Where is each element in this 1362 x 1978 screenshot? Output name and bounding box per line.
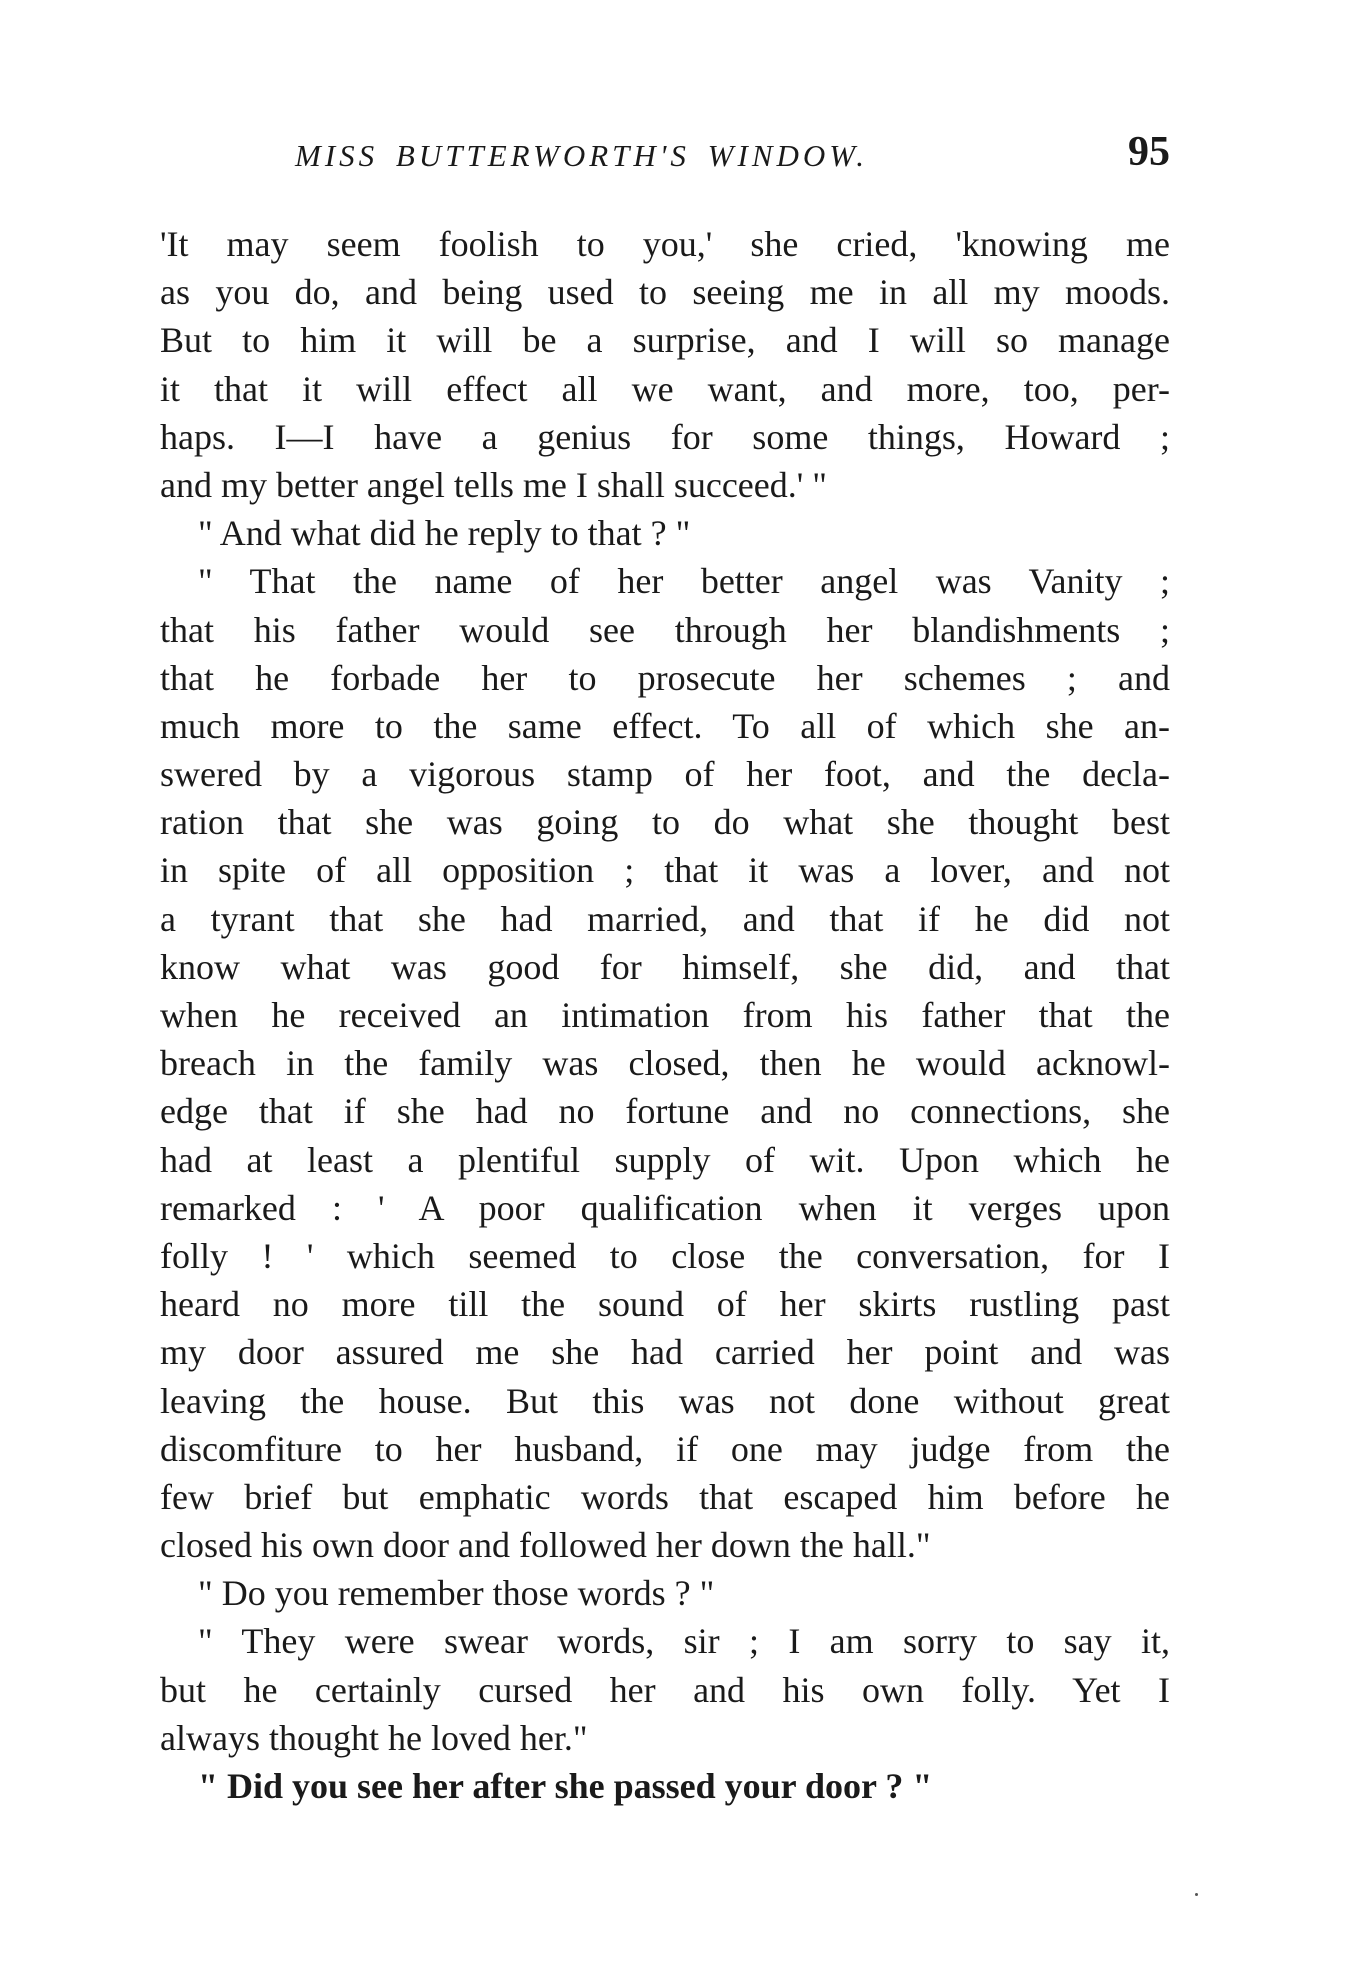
text-line: as you do, and being used to seeing me in all my moods. — [160, 272, 1170, 313]
scan-speck — [1195, 1893, 1198, 1896]
text-line: folly ! ' which seemed to close the conversation, for I — [160, 1235, 1170, 1276]
text-line: " Do you remember those words ? " — [198, 1573, 715, 1614]
text-line: a tyrant that she had married, and that if he did not — [160, 898, 1170, 939]
text-line: But to him it will be a surprise, and I will so manage — [160, 320, 1170, 361]
text-line: always thought he loved her." — [160, 1717, 588, 1758]
text-line: " And what did he reply to that ? " — [198, 513, 691, 554]
text-line: closed his own door and followed her down the hall." — [160, 1525, 931, 1566]
text-line: haps. I—I have a genius for some things, Howard ; — [160, 416, 1170, 457]
body-text — [160, 220, 1170, 1810]
text-line: that his father would see through her blandishments ; — [160, 609, 1170, 650]
text-line: when he received an intimation from his father that the — [160, 995, 1170, 1035]
text-line: ration that she was going to do what she thought best — [160, 802, 1170, 843]
text-line: few brief but emphatic words that escaped him before he — [160, 1476, 1170, 1517]
text-line: breach in the family was closed, then he would acknowl- — [160, 1043, 1170, 1084]
text-line: " They were swear words, sir ; I am sorry to say it, — [198, 1621, 1170, 1662]
text-line: 'It may seem foolish to you,' she cried, 'knowing me — [160, 224, 1170, 264]
text-line: that he forbade her to prosecute her schemes ; and — [160, 657, 1170, 698]
running-title: MISS BUTTERWORTH'S WINDOW. — [295, 138, 868, 173]
page-number: 95 — [1128, 129, 1170, 175]
text-line: in spite of all opposition ; that it was a lover, and not — [160, 850, 1170, 891]
text-line: and my better angel tells me I shall succeed.' " — [160, 464, 827, 505]
text-line: edge that if she had no fortune and no connections, she — [160, 1091, 1170, 1132]
text-line: my door assured me she had carried her point and was — [160, 1332, 1170, 1373]
text-line: it that it will effect all we want, and more, too, per- — [160, 368, 1170, 409]
text-line: but he certainly cursed her and his own folly. Yet I — [160, 1669, 1170, 1710]
text-line: remarked : ' A poor qualification when it verges upon — [160, 1187, 1170, 1228]
text-line: swered by a vigorous stamp of her foot, and the decla- — [160, 754, 1170, 795]
running-head — [160, 128, 1170, 188]
text-line: heard no more till the sound of her skirts rustling past — [160, 1284, 1170, 1325]
text-line: know what was good for himself, she did, and that — [160, 946, 1170, 987]
text-line: had at least a plentiful supply of wit. Upon which he — [160, 1139, 1170, 1180]
text-line: leaving the house. But this was not done without great — [160, 1380, 1170, 1421]
text-line: discomfiture to her husband, if one may judge from the — [160, 1428, 1170, 1469]
text-line: much more to the same effect. To all of which she an- — [160, 705, 1170, 746]
text-line: " That the name of her better angel was Vanity ; — [198, 561, 1170, 602]
text-line: " Did you see her after she passed your door ? " — [198, 1766, 933, 1806]
